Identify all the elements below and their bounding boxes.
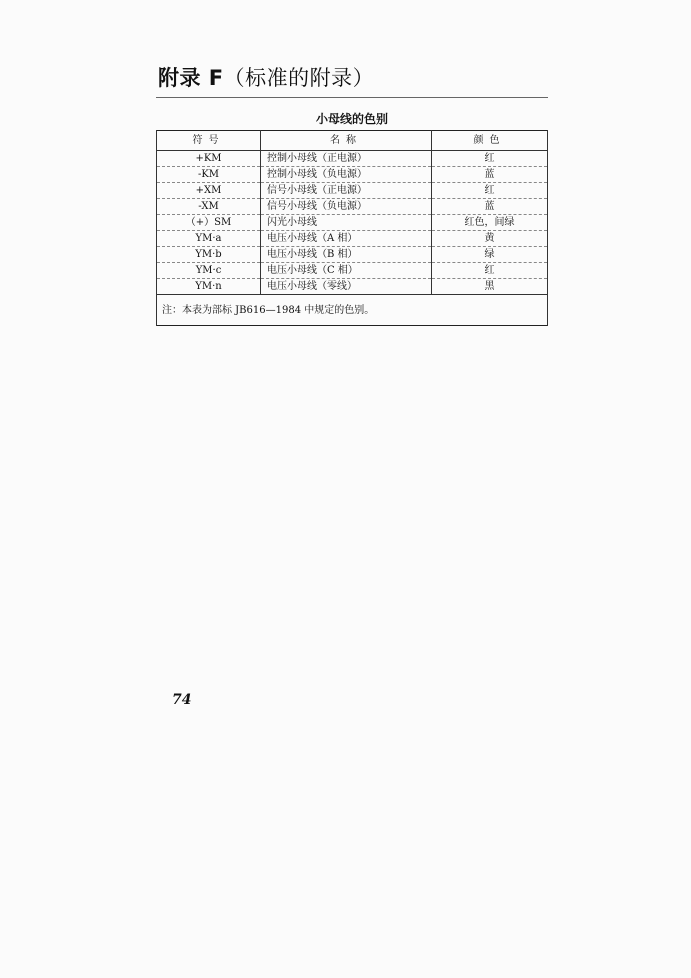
table-note-row: [157, 295, 548, 326]
cell-name: 电压小母线（C 相）: [261, 263, 432, 279]
appendix-heading-main: 附录 F: [158, 66, 224, 90]
table-row: [157, 215, 548, 231]
cell-symbol: YM·n: [157, 279, 261, 295]
cell-color: 蓝: [432, 199, 548, 215]
cell-color: 蓝: [432, 167, 548, 183]
header-symbol: 符号: [157, 131, 261, 151]
table-note: 注：本表为部标 JB616—1984 中规定的色别。: [157, 295, 548, 326]
table-row: [157, 183, 548, 199]
cell-symbol: YM·a: [157, 231, 261, 247]
cell-name: 信号小母线（负电源）: [261, 199, 432, 215]
cell-symbol: -XM: [157, 199, 261, 215]
table-row: [157, 199, 548, 215]
cell-name: 电压小母线（零线）: [261, 279, 432, 295]
table-row: [157, 263, 548, 279]
cell-symbol: -KM: [157, 167, 261, 183]
cell-symbol: YM·b: [157, 247, 261, 263]
page-number: 74: [172, 692, 192, 708]
cell-symbol: YM·c: [157, 263, 261, 279]
cell-name: 控制小母线（正电源）: [261, 151, 432, 167]
header-color: 颜色: [432, 131, 548, 151]
cell-symbol: +XM: [157, 183, 261, 199]
cell-color: 绿: [432, 247, 548, 263]
cell-name: 控制小母线（负电源）: [261, 167, 432, 183]
cell-color: 黑: [432, 279, 548, 295]
appendix-heading-paren: （标准的附录）: [223, 66, 375, 90]
cell-color: 红色，间绿: [432, 215, 548, 231]
table-row: [157, 247, 548, 263]
cell-symbol: +KM: [157, 151, 261, 167]
table-title: 小母线的色别: [315, 112, 388, 126]
cell-name: 电压小母线（A 相）: [261, 231, 432, 247]
table-row: [157, 231, 548, 247]
cell-name: 电压小母线（B 相）: [261, 247, 432, 263]
cell-color: 红: [432, 183, 548, 199]
cell-color: 黄: [432, 231, 548, 247]
cell-name: 闪光小母线: [261, 215, 432, 231]
table-row: [157, 279, 548, 295]
cell-color: 红: [432, 151, 548, 167]
table-row: [157, 151, 548, 167]
table-header-row: [157, 131, 548, 151]
color-table: [156, 130, 548, 326]
appendix-heading: [158, 62, 374, 92]
table-row: [157, 167, 548, 183]
heading-rule: [156, 97, 548, 98]
cell-symbol: （+）SM: [157, 215, 261, 231]
cell-name: 信号小母线（正电源）: [261, 183, 432, 199]
header-name: 名称: [261, 131, 432, 151]
cell-color: 红: [432, 263, 548, 279]
